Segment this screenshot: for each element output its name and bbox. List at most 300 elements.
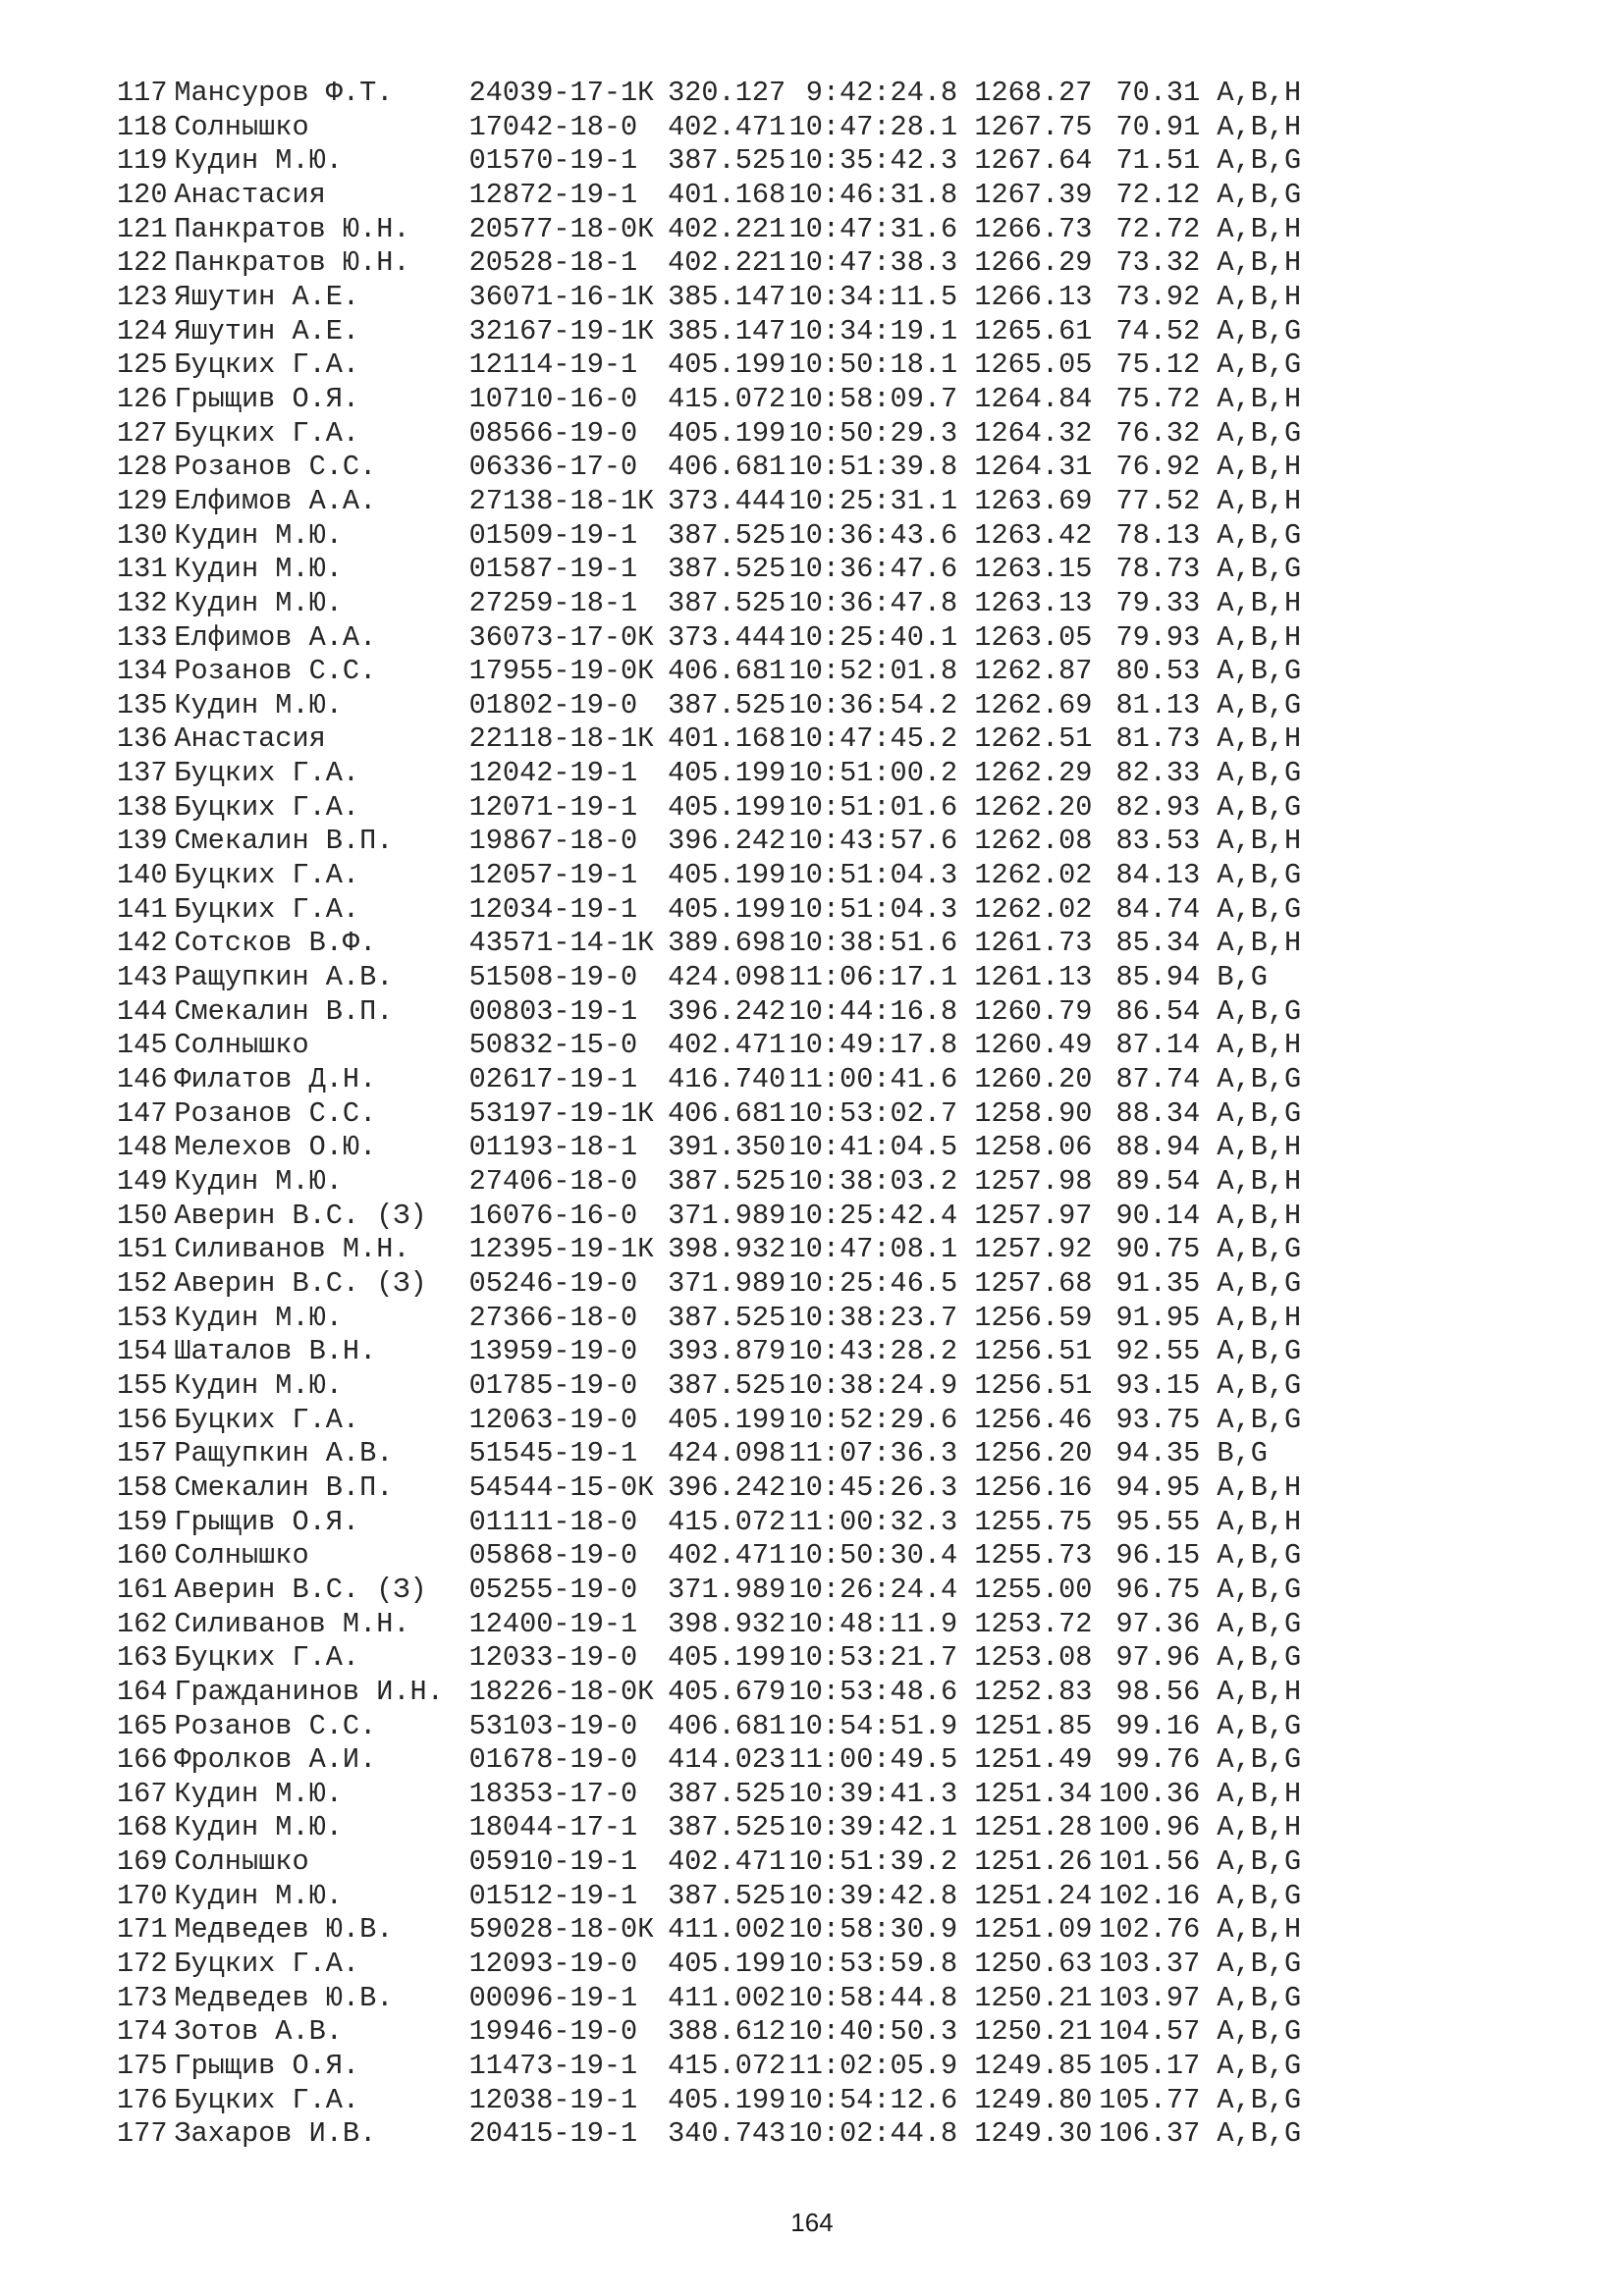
arrival-time-cell: 10:47:38.3 xyxy=(788,246,958,280)
coefficient-cell: 73.92 xyxy=(1115,280,1201,313)
marks-cell: B,G xyxy=(1217,1437,1268,1470)
marks-cell: A,B,H xyxy=(1217,77,1302,109)
arrival-time-cell: 10:34:19.1 xyxy=(788,314,958,347)
place-cell: 147 xyxy=(117,1096,168,1130)
coefficient-cell: 79.33 xyxy=(1115,586,1201,619)
place-cell: 161 xyxy=(117,1573,168,1606)
ring-number-cell: 01570-19-1 xyxy=(468,144,638,178)
speed-cell: 1262.02 xyxy=(974,892,1093,926)
ring-number-cell: 12872-19-1 xyxy=(468,178,638,211)
arrival-time-cell: 10:46:31.8 xyxy=(788,178,958,211)
coefficient-cell: 104.57 xyxy=(1099,2015,1201,2049)
distance-cell: 387.525 xyxy=(668,1811,786,1844)
speed-cell: 1263.69 xyxy=(974,484,1093,517)
arrival-time-cell: 10:43:57.6 xyxy=(788,825,958,858)
marks-cell: A,B,G xyxy=(1217,1845,1302,1879)
place-cell: 141 xyxy=(117,892,168,926)
table-row xyxy=(117,348,1301,383)
fancier-name-cell: Сотсков В.Ф. xyxy=(174,927,377,960)
fancier-name-cell: Буцких Г.А. xyxy=(174,416,360,450)
table-row xyxy=(117,1335,1301,1369)
table-row xyxy=(117,246,1301,281)
arrival-time-cell: 10:25:42.4 xyxy=(788,1199,958,1232)
distance-cell: 416.740 xyxy=(668,1063,786,1096)
marks-cell: A,B,G xyxy=(1217,2083,1302,2116)
place-cell: 123 xyxy=(117,280,168,313)
table-row xyxy=(117,757,1301,791)
place-cell: 164 xyxy=(117,1675,168,1708)
place-cell: 135 xyxy=(117,688,168,721)
speed-cell: 1266.73 xyxy=(974,212,1093,245)
marks-cell: A,B,G xyxy=(1217,790,1302,824)
marks-cell: A,B,H xyxy=(1217,620,1302,654)
fancier-name-cell: Смекалин В.П. xyxy=(174,1470,394,1504)
arrival-time-cell: 10:58:44.8 xyxy=(788,1981,958,2014)
table-row xyxy=(117,825,1301,859)
ring-number-cell: 36073-17-0К xyxy=(468,620,655,654)
fancier-name-cell: Медведев Ю.В. xyxy=(174,1913,394,1947)
speed-cell: 1251.85 xyxy=(974,1709,1093,1742)
table-row xyxy=(117,1641,1301,1676)
marks-cell: A,B,H xyxy=(1217,1505,1302,1538)
fancier-name-cell: Буцких Г.А. xyxy=(174,348,360,382)
speed-cell: 1262.02 xyxy=(974,859,1093,892)
distance-cell: 373.444 xyxy=(668,620,786,654)
place-cell: 129 xyxy=(117,484,168,517)
speed-cell: 1262.69 xyxy=(974,688,1093,721)
fancier-name-cell: Мансуров Ф.Т. xyxy=(174,77,394,109)
arrival-time-cell: 10:51:39.8 xyxy=(788,451,958,484)
place-cell: 168 xyxy=(117,1811,168,1844)
distance-cell: 405.199 xyxy=(668,757,786,790)
table-row xyxy=(117,1880,1301,1914)
marks-cell: A,B,G xyxy=(1217,757,1302,790)
distance-cell: 385.147 xyxy=(668,280,786,313)
table-row xyxy=(117,179,1301,213)
coefficient-cell: 94.35 xyxy=(1115,1437,1201,1470)
marks-cell: A,B,G xyxy=(1217,144,1302,178)
ring-number-cell: 12071-19-1 xyxy=(468,790,638,824)
ring-number-cell: 59028-18-0К xyxy=(468,1913,655,1947)
marks-cell: A,B,G xyxy=(1217,1573,1302,1606)
marks-cell: A,B,H xyxy=(1217,825,1302,858)
ring-number-cell: 13959-19-0 xyxy=(468,1335,638,1368)
arrival-time-cell: 10:54:51.9 xyxy=(788,1709,958,1742)
marks-cell: A,B,G xyxy=(1217,1403,1302,1436)
coefficient-cell: 77.52 xyxy=(1115,484,1201,517)
arrival-time-cell: 10:51:01.6 xyxy=(788,790,958,824)
ring-number-cell: 43571-14-1К xyxy=(468,927,655,960)
coefficient-cell: 86.54 xyxy=(1115,994,1201,1028)
table-row xyxy=(117,927,1301,961)
coefficient-cell: 88.94 xyxy=(1115,1131,1201,1164)
arrival-time-cell: 10:54:12.6 xyxy=(788,2083,958,2116)
arrival-time-cell: 10:52:29.6 xyxy=(788,1403,958,1436)
coefficient-cell: 74.52 xyxy=(1115,314,1201,347)
coefficient-cell: 81.13 xyxy=(1115,688,1201,721)
marks-cell: A,B,G xyxy=(1217,859,1302,892)
table-row xyxy=(117,995,1301,1030)
table-row xyxy=(117,689,1301,723)
distance-cell: 424.098 xyxy=(668,961,786,994)
distance-cell: 415.072 xyxy=(668,2050,786,2083)
arrival-time-cell: 10:53:59.8 xyxy=(788,1948,958,1981)
coefficient-cell: 76.32 xyxy=(1115,416,1201,450)
fancier-name-cell: Елфимов А.А. xyxy=(174,620,377,654)
coefficient-cell: 73.32 xyxy=(1115,246,1201,280)
arrival-time-cell: 10:53:02.7 xyxy=(788,1096,958,1130)
coefficient-cell: 87.74 xyxy=(1115,1063,1201,1096)
coefficient-cell: 92.55 xyxy=(1115,1335,1201,1368)
ring-number-cell: 02617-19-1 xyxy=(468,1063,638,1096)
arrival-time-cell: 11:06:17.1 xyxy=(788,961,958,994)
speed-cell: 1252.83 xyxy=(974,1675,1093,1708)
table-row xyxy=(117,1131,1301,1165)
speed-cell: 1253.08 xyxy=(974,1641,1093,1675)
table-row xyxy=(117,1913,1301,1948)
coefficient-cell: 105.77 xyxy=(1099,2083,1201,2116)
marks-cell: A,B,H xyxy=(1217,1029,1302,1062)
coefficient-cell: 78.13 xyxy=(1115,518,1201,552)
distance-cell: 320.127 xyxy=(668,77,786,109)
fancier-name-cell: Аверин В.С. (З) xyxy=(174,1573,427,1606)
place-cell: 173 xyxy=(117,1981,168,2014)
speed-cell: 1256.20 xyxy=(974,1437,1093,1470)
arrival-time-cell: 10:40:50.3 xyxy=(788,2015,958,2049)
coefficient-cell: 103.97 xyxy=(1099,1981,1201,2014)
distance-cell: 406.681 xyxy=(668,1096,786,1130)
distance-cell: 405.199 xyxy=(668,892,786,926)
speed-cell: 1262.29 xyxy=(974,757,1093,790)
arrival-time-cell: 10:36:54.2 xyxy=(788,688,958,721)
coefficient-cell: 72.72 xyxy=(1115,212,1201,245)
speed-cell: 1262.51 xyxy=(974,722,1093,756)
fancier-name-cell: Розанов С.С. xyxy=(174,1096,377,1130)
table-row xyxy=(117,77,1301,111)
table-row xyxy=(117,1404,1301,1438)
speed-cell: 1265.61 xyxy=(974,314,1093,347)
place-cell: 145 xyxy=(117,1029,168,1062)
distance-cell: 406.681 xyxy=(668,655,786,688)
distance-cell: 371.989 xyxy=(668,1266,786,1300)
marks-cell: A,B,G xyxy=(1217,1981,1302,2014)
arrival-time-cell: 10:51:04.3 xyxy=(788,892,958,926)
marks-cell: A,B,H xyxy=(1217,1199,1302,1232)
ring-number-cell: 24039-17-1К xyxy=(468,77,655,109)
fancier-name-cell: Шаталов В.Н. xyxy=(174,1335,377,1368)
marks-cell: A,B,G xyxy=(1217,416,1302,450)
place-cell: 119 xyxy=(117,144,168,178)
place-cell: 118 xyxy=(117,110,168,143)
ring-number-cell: 20577-18-0К xyxy=(468,212,655,245)
ring-number-cell: 01512-19-1 xyxy=(468,1879,638,1912)
distance-cell: 405.679 xyxy=(668,1675,786,1708)
speed-cell: 1264.32 xyxy=(974,416,1093,450)
ring-number-cell: 01785-19-0 xyxy=(468,1368,638,1402)
marks-cell: A,B,H xyxy=(1217,246,1302,280)
table-row xyxy=(117,2015,1301,2050)
speed-cell: 1257.98 xyxy=(974,1165,1093,1198)
arrival-time-cell: 10:51:00.2 xyxy=(788,757,958,790)
marks-cell: A,B,G xyxy=(1217,1063,1302,1096)
coefficient-cell: 100.36 xyxy=(1099,1777,1201,1810)
table-row xyxy=(117,1608,1301,1642)
marks-cell: A,B,H xyxy=(1217,484,1302,517)
marks-cell: A,B,G xyxy=(1217,518,1302,552)
arrival-time-cell: 10:02:44.8 xyxy=(788,2117,958,2151)
place-cell: 174 xyxy=(117,2015,168,2049)
coefficient-cell: 75.72 xyxy=(1115,382,1201,415)
distance-cell: 387.525 xyxy=(668,1879,786,1912)
table-row xyxy=(117,1710,1301,1744)
fancier-name-cell: Анастасия xyxy=(174,722,326,756)
coefficient-cell: 89.54 xyxy=(1115,1165,1201,1198)
place-cell: 152 xyxy=(117,1266,168,1300)
coefficient-cell: 87.14 xyxy=(1115,1029,1201,1062)
table-row xyxy=(117,1200,1301,1234)
fancier-name-cell: Филатов Д.Н. xyxy=(174,1063,377,1096)
arrival-time-cell: 10:36:43.6 xyxy=(788,518,958,552)
speed-cell: 1260.49 xyxy=(974,1029,1093,1062)
speed-cell: 1266.29 xyxy=(974,246,1093,280)
table-row xyxy=(117,144,1301,179)
marks-cell: A,B,G xyxy=(1217,2117,1302,2151)
place-cell: 144 xyxy=(117,994,168,1028)
place-cell: 157 xyxy=(117,1437,168,1470)
speed-cell: 1267.64 xyxy=(974,144,1093,178)
table-row xyxy=(117,519,1301,554)
fancier-name-cell: Кудин М.Ю. xyxy=(174,1301,343,1334)
arrival-time-cell: 10:47:28.1 xyxy=(788,110,958,143)
marks-cell: A,B,G xyxy=(1217,1096,1302,1130)
fancier-name-cell: Кудин М.Ю. xyxy=(174,518,343,552)
fancier-name-cell: Панкратов Ю.Н. xyxy=(174,212,410,245)
ring-number-cell: 53197-19-1К xyxy=(468,1096,655,1130)
place-cell: 158 xyxy=(117,1470,168,1504)
table-row xyxy=(117,722,1301,757)
fancier-name-cell: Грыщив О.Я. xyxy=(174,1505,360,1538)
speed-cell: 1250.21 xyxy=(974,1981,1093,2014)
marks-cell: A,B,G xyxy=(1217,994,1302,1028)
distance-cell: 405.199 xyxy=(668,1403,786,1436)
table-row xyxy=(117,1778,1301,1812)
place-cell: 159 xyxy=(117,1505,168,1538)
ring-number-cell: 27259-18-1 xyxy=(468,586,638,619)
place-cell: 142 xyxy=(117,927,168,960)
coefficient-cell: 75.12 xyxy=(1115,348,1201,382)
marks-cell: A,B,G xyxy=(1217,1879,1302,1912)
arrival-time-cell: 10:44:16.8 xyxy=(788,994,958,1028)
table-row xyxy=(117,213,1301,247)
ring-number-cell: 53103-19-0 xyxy=(468,1709,638,1742)
place-cell: 133 xyxy=(117,620,168,654)
ring-number-cell: 36071-16-1К xyxy=(468,280,655,313)
speed-cell: 1251.34 xyxy=(974,1777,1093,1810)
fancier-name-cell: Солнышко xyxy=(174,1539,309,1573)
table-row xyxy=(117,2117,1301,2152)
arrival-time-cell: 11:00:32.3 xyxy=(788,1505,958,1538)
marks-cell: A,B,H xyxy=(1217,1913,1302,1947)
ring-number-cell: 51508-19-0 xyxy=(468,961,638,994)
ring-number-cell: 12038-19-1 xyxy=(468,2083,638,2116)
results-table xyxy=(117,77,1301,2152)
ring-number-cell: 12057-19-1 xyxy=(468,859,638,892)
coefficient-cell: 88.34 xyxy=(1115,1096,1201,1130)
table-row xyxy=(117,1369,1301,1404)
place-cell: 148 xyxy=(117,1131,168,1164)
marks-cell: A,B,H xyxy=(1217,110,1302,143)
table-row xyxy=(117,485,1301,519)
distance-cell: 387.525 xyxy=(668,518,786,552)
fancier-name-cell: Кудин М.Ю. xyxy=(174,144,343,178)
fancier-name-cell: Аверин В.С. (З) xyxy=(174,1199,427,1232)
distance-cell: 387.525 xyxy=(668,1301,786,1334)
place-cell: 151 xyxy=(117,1233,168,1266)
distance-cell: 387.525 xyxy=(668,586,786,619)
marks-cell: A,B,H xyxy=(1217,1777,1302,1810)
distance-cell: 371.989 xyxy=(668,1573,786,1606)
speed-cell: 1267.39 xyxy=(974,178,1093,211)
speed-cell: 1263.42 xyxy=(974,518,1093,552)
speed-cell: 1256.46 xyxy=(974,1403,1093,1436)
marks-cell: A,B,G xyxy=(1217,655,1302,688)
distance-cell: 424.098 xyxy=(668,1437,786,1470)
fancier-name-cell: Грыщив О.Я. xyxy=(174,382,360,415)
table-row xyxy=(117,315,1301,349)
place-cell: 165 xyxy=(117,1709,168,1742)
table-row xyxy=(117,281,1301,315)
coefficient-cell: 76.92 xyxy=(1115,451,1201,484)
speed-cell: 1260.79 xyxy=(974,994,1093,1028)
coefficient-cell: 100.96 xyxy=(1099,1811,1201,1844)
coefficient-cell: 106.37 xyxy=(1099,2117,1201,2151)
distance-cell: 388.612 xyxy=(668,2015,786,2049)
place-cell: 125 xyxy=(117,348,168,382)
ring-number-cell: 20415-19-1 xyxy=(468,2117,638,2151)
coefficient-cell: 71.51 xyxy=(1115,144,1201,178)
arrival-time-cell: 10:34:11.5 xyxy=(788,280,958,313)
speed-cell: 1260.20 xyxy=(974,1063,1093,1096)
arrival-time-cell: 10:45:26.3 xyxy=(788,1470,958,1504)
speed-cell: 1257.68 xyxy=(974,1266,1093,1300)
distance-cell: 371.989 xyxy=(668,1199,786,1232)
ring-number-cell: 08566-19-0 xyxy=(468,416,638,450)
marks-cell: A,B,H xyxy=(1217,382,1302,415)
speed-cell: 1251.28 xyxy=(974,1811,1093,1844)
speed-cell: 1251.24 xyxy=(974,1879,1093,1912)
fancier-name-cell: Кудин М.Ю. xyxy=(174,1811,343,1844)
marks-cell: A,B,G xyxy=(1217,348,1302,382)
distance-cell: 405.199 xyxy=(668,790,786,824)
coefficient-cell: 80.53 xyxy=(1115,655,1201,688)
coefficient-cell: 94.95 xyxy=(1115,1470,1201,1504)
distance-cell: 340.743 xyxy=(668,2117,786,2151)
speed-cell: 1265.05 xyxy=(974,348,1093,382)
place-cell: 169 xyxy=(117,1845,168,1879)
distance-cell: 406.681 xyxy=(668,1709,786,1742)
fancier-name-cell: Кудин М.Ю. xyxy=(174,1777,343,1810)
marks-cell: A,B,G xyxy=(1217,1948,1302,1981)
distance-cell: 387.525 xyxy=(668,553,786,586)
ring-number-cell: 32167-19-1К xyxy=(468,314,655,347)
marks-cell: A,B,G xyxy=(1217,1641,1302,1675)
speed-cell: 1258.06 xyxy=(974,1131,1093,1164)
speed-cell: 1255.73 xyxy=(974,1539,1093,1573)
place-cell: 170 xyxy=(117,1879,168,1912)
arrival-time-cell: 10:39:41.3 xyxy=(788,1777,958,1810)
ring-number-cell: 27406-18-0 xyxy=(468,1165,638,1198)
ring-number-cell: 19946-19-0 xyxy=(468,2015,638,2049)
distance-cell: 385.147 xyxy=(668,314,786,347)
fancier-name-cell: Буцких Г.А. xyxy=(174,859,360,892)
distance-cell: 387.525 xyxy=(668,1777,786,1810)
place-cell: 131 xyxy=(117,553,168,586)
place-cell: 177 xyxy=(117,2117,168,2151)
marks-cell: A,B,G xyxy=(1217,1368,1302,1402)
ring-number-cell: 05246-19-0 xyxy=(468,1266,638,1300)
table-row xyxy=(117,2084,1301,2118)
arrival-time-cell: 10:25:40.1 xyxy=(788,620,958,654)
distance-cell: 405.199 xyxy=(668,1948,786,1981)
table-row xyxy=(117,111,1301,145)
speed-cell: 1255.00 xyxy=(974,1573,1093,1606)
arrival-time-cell: 11:02:05.9 xyxy=(788,2050,958,2083)
arrival-time-cell: 10:26:24.4 xyxy=(788,1573,958,1606)
arrival-time-cell: 10:47:31.6 xyxy=(788,212,958,245)
distance-cell: 373.444 xyxy=(668,484,786,517)
speed-cell: 1253.72 xyxy=(974,1607,1093,1640)
coefficient-cell: 79.93 xyxy=(1115,620,1201,654)
distance-cell: 389.698 xyxy=(668,927,786,960)
coefficient-cell: 70.31 xyxy=(1115,77,1201,109)
place-cell: 117 xyxy=(117,77,168,109)
speed-cell: 1261.13 xyxy=(974,961,1093,994)
fancier-name-cell: Ращупкин А.В. xyxy=(174,1437,394,1470)
place-cell: 153 xyxy=(117,1301,168,1334)
ring-number-cell: 06336-17-0 xyxy=(468,451,638,484)
table-row xyxy=(117,1437,1301,1471)
speed-cell: 1264.84 xyxy=(974,382,1093,415)
coefficient-cell: 96.15 xyxy=(1115,1539,1201,1573)
fancier-name-cell: Кудин М.Ю. xyxy=(174,1368,343,1402)
place-cell: 172 xyxy=(117,1948,168,1981)
table-row xyxy=(117,1029,1301,1063)
place-cell: 160 xyxy=(117,1539,168,1573)
ring-number-cell: 01509-19-1 xyxy=(468,518,638,552)
ring-number-cell: 54544-15-0К xyxy=(468,1470,655,1504)
speed-cell: 1268.27 xyxy=(974,77,1093,109)
marks-cell: A,B,H xyxy=(1217,1301,1302,1334)
marks-cell: A,B,G xyxy=(1217,1233,1302,1266)
coefficient-cell: 90.14 xyxy=(1115,1199,1201,1232)
speed-cell: 1249.80 xyxy=(974,2083,1093,2116)
table-row xyxy=(117,1539,1301,1574)
arrival-time-cell: 10:52:01.8 xyxy=(788,655,958,688)
speed-cell: 1255.75 xyxy=(974,1505,1093,1538)
fancier-name-cell: Буцких Г.А. xyxy=(174,892,360,926)
speed-cell: 1256.16 xyxy=(974,1470,1093,1504)
marks-cell: A,B,G xyxy=(1217,688,1302,721)
fancier-name-cell: Буцких Г.А. xyxy=(174,1948,360,1981)
arrival-time-cell: 10:36:47.8 xyxy=(788,586,958,619)
arrival-time-cell: 10:39:42.8 xyxy=(788,1879,958,1912)
fancier-name-cell: Кудин М.Ю. xyxy=(174,1879,343,1912)
fancier-name-cell: Солнышко xyxy=(174,1029,309,1062)
ring-number-cell: 12093-19-0 xyxy=(468,1948,638,1981)
ring-number-cell: 11473-19-1 xyxy=(468,2050,638,2083)
ring-number-cell: 22118-18-1К xyxy=(468,722,655,756)
table-row xyxy=(117,1302,1301,1336)
